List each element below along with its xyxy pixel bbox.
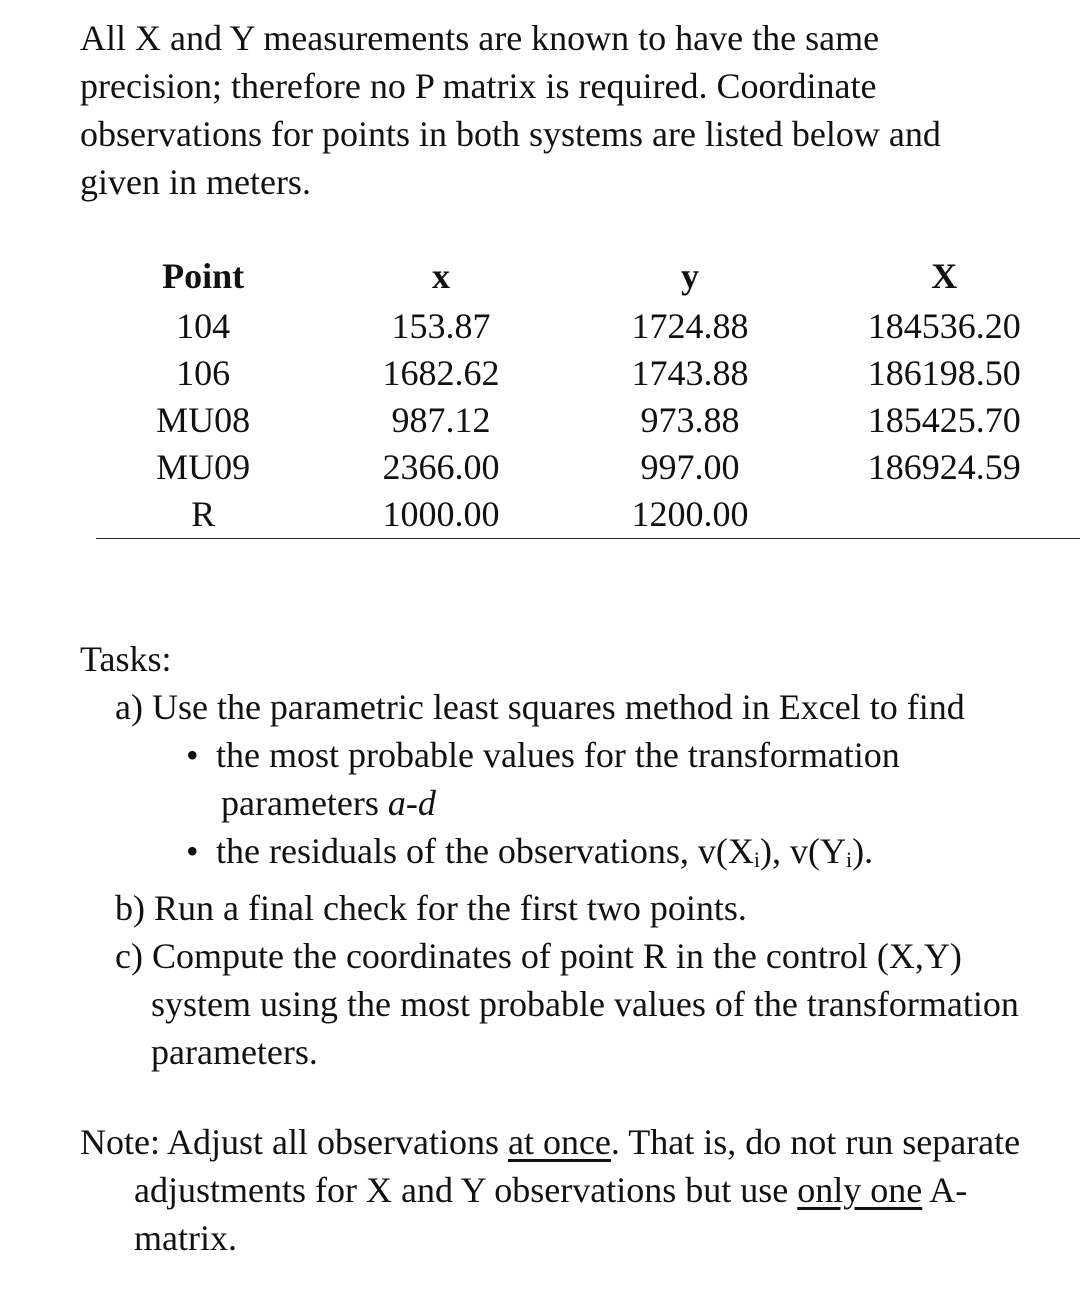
task-b-text: b) Run a final check for the first two points.	[115, 888, 747, 928]
cell-point: MU09	[156, 446, 251, 487]
cell-x: 1682.62	[382, 352, 500, 393]
parameters-range: a-d	[387, 783, 436, 823]
cell-x: 153.87	[391, 305, 491, 346]
cell-point: 104	[176, 305, 231, 346]
cell-y: 997.00	[640, 446, 740, 487]
note-text: A-	[922, 1170, 968, 1210]
note-text: adjustments for X and Y observations but use	[134, 1170, 798, 1210]
task-a-text: a) Use the parametric least squares method in Excel to find	[115, 687, 965, 727]
note-emphasis-underline: at once	[507, 1122, 611, 1162]
note-text: Note: Adjust all observations	[80, 1122, 508, 1162]
table-row	[96, 490, 1080, 537]
cell-point: MU08	[156, 399, 251, 440]
intro-paragraph	[80, 14, 1070, 206]
cell-X: 184536.20	[867, 305, 1021, 346]
table-row	[96, 443, 1080, 490]
bullet-item	[80, 731, 1070, 779]
cell-y: 973.88	[640, 399, 740, 440]
subscript-i: i	[845, 847, 853, 872]
task-c-continuation: system using the most probable values of the transformation	[151, 984, 1019, 1024]
cell-x: 1000.00	[382, 493, 500, 534]
tasks-heading: Tasks:	[80, 639, 172, 679]
table-row	[96, 302, 1080, 349]
note-text: . That is, do not run separate	[610, 1122, 1021, 1162]
cell-X: 186924.59	[867, 446, 1021, 487]
cell-y: 1200.00	[631, 493, 749, 534]
intro-line: precision; therefore no P matrix is required. Coordinate	[80, 66, 877, 106]
task-c-text: c) Compute the coordinates of point R in the control (X,Y)	[115, 936, 962, 976]
note-line	[80, 1166, 1070, 1214]
column-header-point: Point	[162, 256, 245, 296]
bullet-text: ), v(Y	[760, 831, 846, 871]
task-c-continuation: parameters.	[151, 1032, 318, 1072]
cell-X: 186198.50	[867, 352, 1021, 393]
cell-X	[808, 490, 1080, 537]
cell-point: R	[191, 493, 216, 534]
table-bottom-rule	[96, 538, 1080, 539]
column-header-y: y	[681, 256, 700, 296]
intro-line: observations for points in both systems are listed below and	[80, 114, 941, 154]
coordinate-table	[96, 250, 1080, 537]
cell-x: 2366.00	[382, 446, 500, 487]
table-header-row	[96, 250, 1080, 302]
note-paragraph	[80, 1118, 1070, 1262]
bullet-item	[80, 827, 1070, 884]
intro-line: All X and Y measurements are known to have the same	[80, 18, 880, 58]
bullet-continuation	[80, 779, 1070, 827]
intro-line: given in meters.	[80, 162, 311, 202]
tasks-section	[80, 635, 1070, 1076]
bullet-text: parameters	[221, 783, 388, 823]
note-line: matrix.	[134, 1218, 237, 1258]
note-line	[80, 1118, 1070, 1166]
cell-y: 1724.88	[631, 305, 749, 346]
bullet-icon: •	[186, 831, 199, 871]
cell-y: 1743.88	[631, 352, 749, 393]
column-header-X: X	[931, 256, 958, 296]
bullet-text: the residuals of the observations, v(X	[216, 831, 754, 871]
table-row	[96, 396, 1080, 443]
cell-X: 185425.70	[867, 399, 1021, 440]
note-emphasis-underline: only one	[797, 1170, 923, 1210]
bullet-icon: •	[186, 735, 199, 775]
bullet-text: ).	[852, 831, 874, 871]
cell-x: 987.12	[391, 399, 491, 440]
table-row	[96, 349, 1080, 396]
bullet-text: the most probable values for the transformation	[216, 735, 900, 775]
column-header-x: x	[431, 256, 450, 296]
cell-point: 106	[176, 352, 231, 393]
subscript-i: i	[753, 847, 760, 872]
